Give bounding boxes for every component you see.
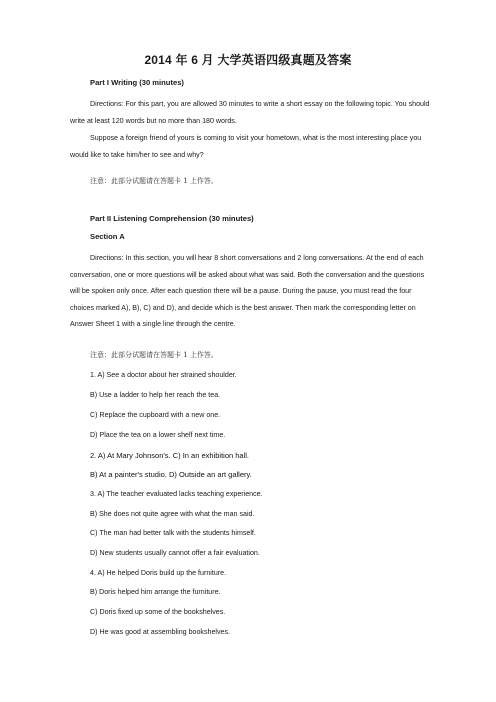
part1-prompt-text: Suppose a foreign friend of yours is coming to visit your hometown, what is the most interesting place you would like to take him/her to see and why? <box>70 134 422 159</box>
document-title: 2014 年 6 月 大学英语四级真题及答案 <box>144 53 352 67</box>
part1-directions-text: Directions: For this part, you are allowed 30 minutes to write a short essay on the following topic. You should write at least 120 words but no more than 180 words. <box>70 100 430 125</box>
part1-prompt <box>70 130 432 163</box>
part1-heading: Part I Writing (30 minutes) <box>90 78 184 87</box>
question-line: C) Doris fixed up some of the bookshelves. <box>90 608 226 616</box>
question-line: C) Replace the cupboard with a new one. <box>90 411 221 419</box>
part1-directions <box>70 96 432 129</box>
part1-note: 注意：此部分试题请在答题卡 1 上作答。 <box>90 177 218 185</box>
question-line: B) Use a ladder to help her reach the tea. <box>90 391 221 399</box>
question-line: 4. A) He helped Doris build up the furniture. <box>90 569 227 577</box>
question-line: D) New students usually cannot offer a fair evaluation. <box>90 549 260 557</box>
question-line: 3. A) The teacher evaluated lacks teaching experience. <box>90 490 263 498</box>
question-line: 1. A) See a doctor about her strained shoulder. <box>90 371 237 379</box>
part2-directions <box>70 250 432 333</box>
question-line: B) She does not quite agree with what the man said. <box>90 510 255 518</box>
question-line: D) Place the tea on a lower shelf next time. <box>90 431 226 439</box>
question-line: 2. A) At Mary Johnson's. C) In an exhibition hall. <box>90 451 250 460</box>
part2-note: 注意：此部分试题请在答题卡 1 上作答。 <box>90 351 218 359</box>
question-line: D) He was good at assembling bookshelves. <box>90 628 230 636</box>
part2-directions-text: Directions: In this section, you will hear 8 short conversations and 2 long conversations. At the end of each conversation, one or more questions will be asked about what was said. Both the conversation and the questions will be spoken only once. After each question there will be a pause. During the pause, you must read the four choices marked A), B), C) and D), and decide which is the best answer. Then mark the corresponding letter on Answer Sheet 1 with a single line through the centre. <box>70 254 425 329</box>
question-line: B) Doris helped him arrange the furniture. <box>90 588 221 596</box>
section-a-heading: Section A <box>90 232 125 241</box>
part2-heading: Part II Listening Comprehension (30 minutes) <box>90 214 254 223</box>
question-line: B) At a painter's studio. D) Outside an art gallery. <box>90 470 252 479</box>
question-line: C) The man had better talk with the students himself. <box>90 529 256 537</box>
